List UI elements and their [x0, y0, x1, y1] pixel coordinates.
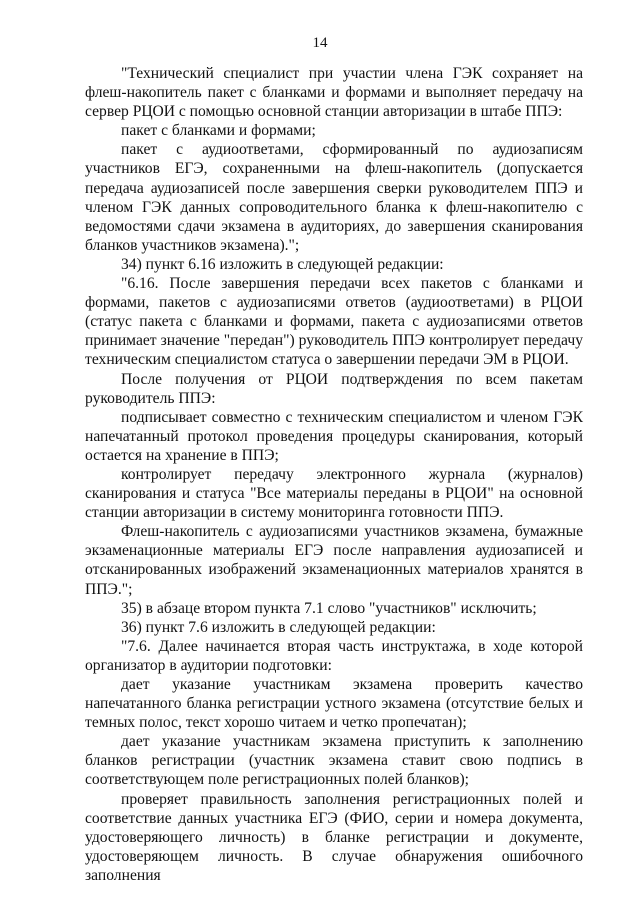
paragraph-fill-forms: дает указание участникам экзамена приступить к заполнению бланков регистрации (участник экзамена ставит свою подпись в соответствующем поле регистрационных полей бланков); [85, 733, 583, 789]
paragraph-item-35: 35) в абзаце втором пункта 7.1 слово "участников" исключить; [121, 599, 537, 617]
paragraph-audio-package: пакет с аудиоответами, сформированный по аудиозаписям участников ЕГЭ, сохраненными на флеш-накопитель (допускается передача аудиозаписей после завершения сверки руководителем ППЭ и членом ГЭК данных сопроводительного бланка к флеш-накопителю с ведомостями сдачи экзамена в аудиториях, до завершения сканирования бланков участников экзамена)."; [85, 141, 583, 254]
paragraph-flash-drive-intro: "Технический специалист при участии члена ГЭК сохраняет на флеш-накопитель пакет с бланками и формами и выполняет передачу на сервер РЦОИ с помощью основной станции авторизации в штабе ППЭ: [85, 65, 583, 121]
paragraph-clause-6-16: "6.16. После завершения передачи всех пакетов с бланками и формами, пакетов с аудиозаписями ответов (аудиоответами) в РЦОИ (статус пакета с бланками и формами, пакета с аудиозаписями ответов принимает значение "передан") руководитель ППЭ контролирует передачу техническим специалистом статуса о завершении передачи ЭМ в РЦОИ. [85, 275, 583, 369]
paragraph-clause-7-6: "7.6. Далее начинается вторая часть инструктажа, в ходе которой организатор в аудитории подготовки: [85, 637, 583, 674]
paragraph-after-confirmation: После получения от РЦОИ подтверждения по всем пакетам руководитель ППЭ: [85, 370, 583, 407]
paragraph-verify-data: проверяет правильность заполнения регистрационных полей и соответствие данных участника ЕГЭ (ФИО, серии и номера документа, удостоверяющего личность) в бланке регистрации и документе, удостоверяющем личность. В случае обнаружения ошибочного заполнения [85, 790, 583, 884]
paragraph-item-34: 34) пункт 6.16 изложить в следующей редакции: [121, 255, 444, 273]
paragraph-check-quality: дает указание участникам экзамена проверить качество напечатанного бланка регистрации устного экзамена (отсутствие белых и темных полос, текст хорошо читаем и четко пропечатан); [85, 676, 583, 732]
paragraph-item-36: 36) пункт 7.6 изложить в следующей редакции: [121, 618, 436, 636]
paragraph-signs-protocol: подписывает совместно с техническим специалистом и членом ГЭК напечатанный протокол проведения процедуры сканирования, который остается на хранение в ППЭ; [85, 408, 583, 464]
paragraph-controls-journal: контролирует передачу электронного журнала (журналов) сканирования и статуса "Все материалы переданы в РЦОИ" на основной станции авторизации в систему мониторинга готовности ППЭ. [85, 465, 583, 522]
document-body [85, 64, 583, 885]
paragraph-forms-package: пакет с бланками и формами; [121, 122, 316, 140]
paragraph-storage: Флеш-накопитель с аудиозаписями участников экзамена, бумажные экзаменационные материалы ЕГЭ после направления аудиозаписей и отсканированных изображений экзаменационных материалов хранятся в ППЭ."; [85, 523, 583, 598]
page-number: 14 [312, 35, 328, 51]
